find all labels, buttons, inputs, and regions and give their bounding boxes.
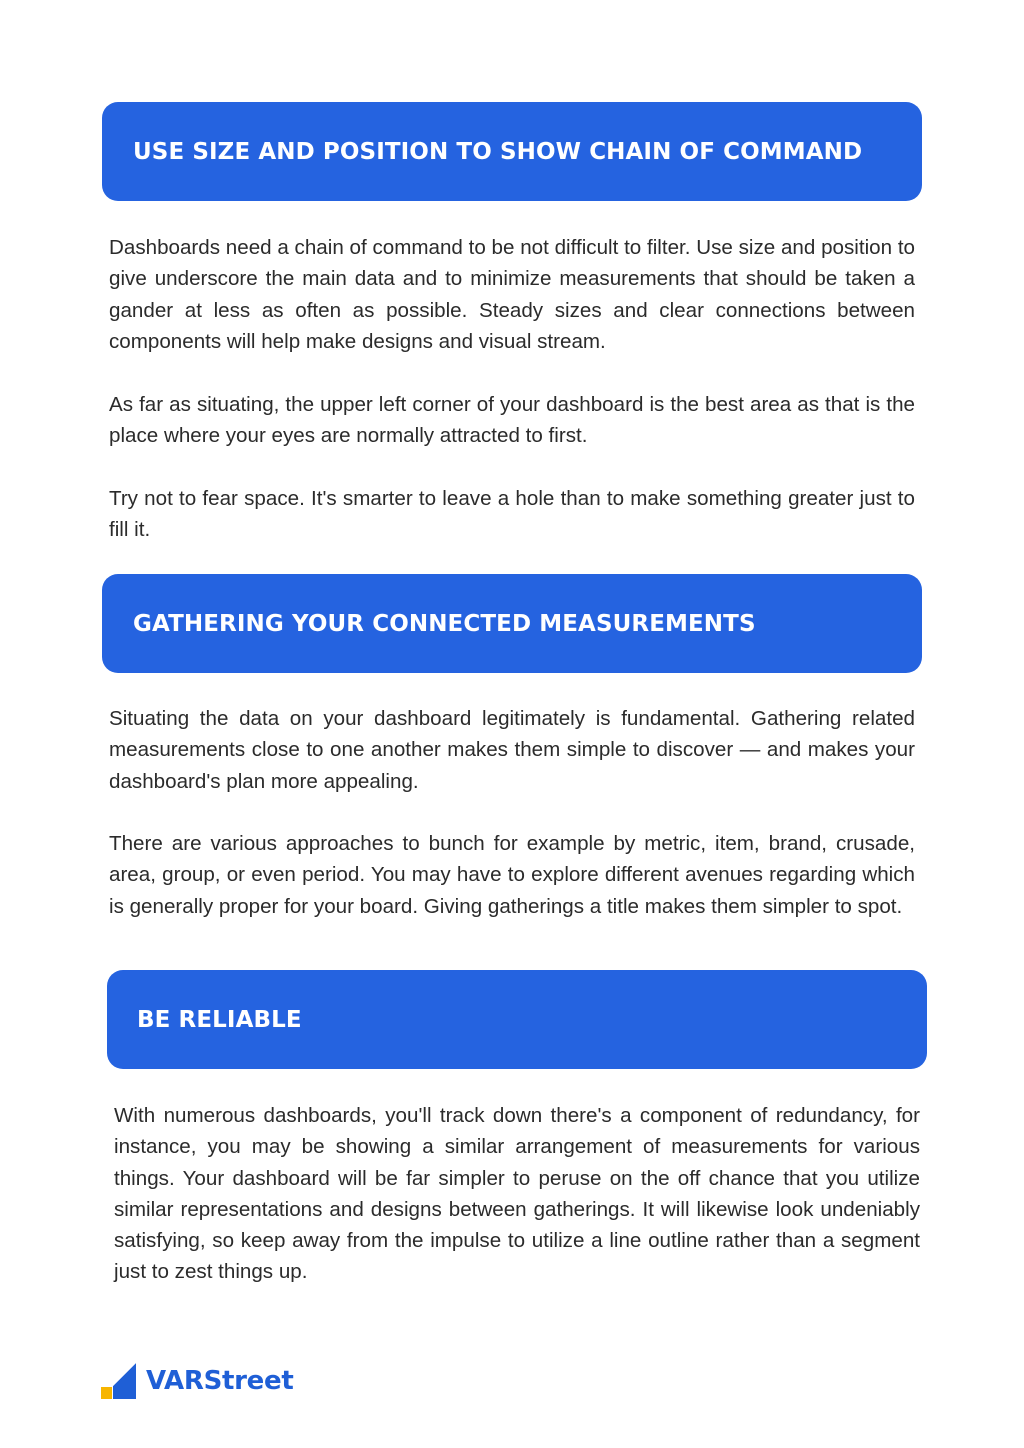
section-heading-banner — [107, 970, 927, 1069]
varstreet-logo-icon — [101, 1363, 136, 1399]
section-heading: GATHERING YOUR CONNECTED MEASUREMENTS — [133, 610, 756, 637]
body-paragraph: With numerous dashboards, you'll track down there's a component of redundancy, for instance, you may be showing a similar arrangement of measurements for various things. Your dashboard will be far simpler to peruse on the off chance that you utilize similar representations and designs between gatherings. It will likewise look undeniably satisfying, so keep away from the impulse to utilize a line outline rather than a segment just to zest things up. — [114, 1104, 920, 1284]
section-heading-banner — [102, 574, 922, 673]
section-heading-banner — [102, 102, 922, 201]
section-heading: BE RELIABLE — [137, 1006, 302, 1033]
body-paragraph: There are various approaches to bunch for example by metric, item, brand, crusade, area, group, or even period. You may have to explore different avenues regarding which is generally proper for your board. Giving gatherings a title makes them simpler to spot. — [109, 832, 915, 918]
footer-logo — [101, 1363, 293, 1399]
logo-wordmark: VARStreet — [146, 1366, 294, 1396]
body-paragraph: Dashboards need a chain of command to be not difficult to filter. Use size and position to give underscore the main data and to minimize measurements that should be taken a gander at less as often as possible. Steady sizes and clear connections between components will help make designs and visual stream. — [109, 236, 915, 353]
body-paragraph: Try not to fear space. It's smarter to leave a hole than to make something greater just to fill it. — [109, 487, 915, 542]
section-heading: USE SIZE AND POSITION TO SHOW CHAIN OF COMMAND — [133, 138, 863, 165]
body-paragraph: As far as situating, the upper left corner of your dashboard is the best area as that is the place where your eyes are normally attracted to first. — [109, 393, 915, 448]
body-paragraph: Situating the data on your dashboard legitimately is fundamental. Gathering related measurements close to one another makes them simple to discover — and makes your dashboard's plan more appealing. — [109, 707, 915, 793]
